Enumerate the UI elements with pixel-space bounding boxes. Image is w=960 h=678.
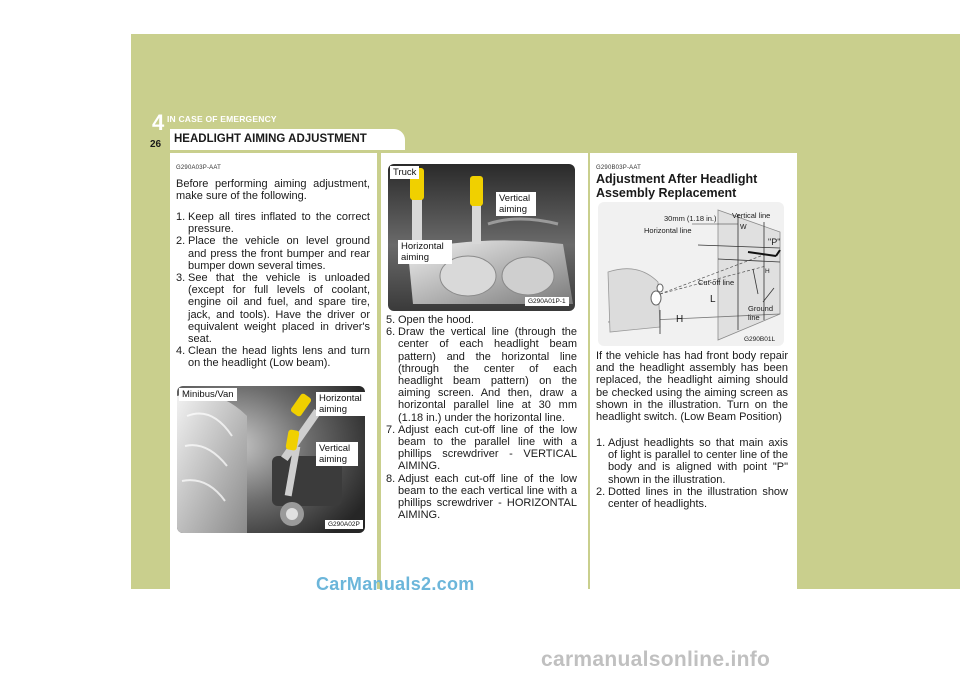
column-1 [170,153,377,589]
label-l: L [710,294,716,305]
prep-list [176,211,370,370]
replacement-list [596,437,788,510]
item-number: 6. [386,326,396,339]
item-number: 1. [176,211,186,223]
section-title: HEADLIGHT AIMING ADJUSTMENT [174,133,367,145]
page-number: 26 [150,139,162,150]
item-number: 2. [176,235,186,248]
item-text: Adjust each cut-off line of the low beam to the each vertical line with a phillips screwdriver - HORIZONTAL AIMING. [398,472,577,522]
photo-code: G290A01P-1 [525,297,569,306]
procedure-list [386,314,577,521]
label-offset: 30mm (1.18 in.) [664,214,717,223]
item-text: Clean the head lights lens and turn on the headlight (Low beam). [188,345,370,370]
list-item [596,437,788,486]
item-number: 2. [596,485,606,498]
list-item [596,486,788,510]
watermark-right: carmanualsonline.info [541,648,771,671]
label-cutoff-line: Cut-off line [698,278,735,287]
list-item [386,473,577,522]
label-h-small: H [765,268,770,275]
label-w: W [740,224,747,231]
aiming-screen-diagram [598,202,784,346]
item-text: Adjust each cut-off line of the low beam to the parallel line with a phillips screwdriver - VERTICAL AIMING. [398,423,577,473]
truck-headlight-image [388,164,575,311]
chapter-title: IN CASE OF EMERGENCY [167,114,277,124]
aiming-diagram [598,202,784,346]
label-truck: Truck [390,166,419,179]
chapter-number: 4 [152,110,165,135]
column-3 [590,153,797,589]
item-text: Adjust headlights so that main axis of light is parallel to center line of the body and is aligned with point "P" shown in the illustration. [608,437,788,486]
photo-code: G290A02P [325,520,363,529]
list-item [176,211,370,235]
replacement-intro: If the vehicle has had front body repair and the headlight assembly has been replaced, the headlight aiming should be checked using the aiming screen as shown in the illustration. Turn on the headlight switch. (Low Beam Position) [596,350,788,424]
watermark-left: CarManuals2.com [316,574,475,594]
list-item [386,314,577,326]
item-text: See that the vehicle is unloaded (except for full levels of coolant, engine oil and fuel, and spare tire, jack, and tools). Have the driver or equivalent weight placed in driver's seat. [188,272,370,346]
label-horizontal-aiming: Horizontal aiming [316,392,365,416]
item-number: 8. [386,472,396,485]
item-number: 5. [386,314,396,326]
section-code: G290B03P-AAT [596,165,641,171]
item-number: 1. [596,437,606,449]
item-text: Place the vehicle on level ground and press the front bumper and rear bumper down several times. [188,235,370,272]
section-code: G290A03P-AAT [176,165,221,171]
list-item [386,424,577,473]
label-ground-line: Ground line [748,304,774,322]
item-number: 7. [386,423,396,436]
list-item [176,345,370,369]
truck-photo [388,164,575,311]
item-number: 4. [176,345,186,358]
intro-text: Before performing aiming adjustment, make sure of the following. [176,178,370,203]
label-vertical-aiming: Vertical aiming [316,442,358,466]
item-text: Dotted lines in the illustration show center of headlights. [608,485,788,511]
label-p: "P" [768,237,781,247]
list-item [386,326,577,424]
item-text: Keep all tires inflated to the correct pressure. [188,211,370,236]
label-minibus-van: Minibus/Van [179,388,237,401]
section-heading: Adjustment After Headlight Assembly Replacement [596,172,758,200]
label-vertical-aiming: Vertical aiming [496,192,536,216]
list-item [176,235,370,272]
label-h-big: H [676,314,684,325]
diagram-code: G290B01L [744,336,776,343]
item-number: 3. [176,272,186,285]
item-text: Open the hood. [398,314,474,326]
label-vertical-line: Vertical line [732,211,771,220]
minibus-photo [177,386,365,533]
label-horizontal-aiming: Horizontal aiming [398,240,452,264]
item-text: Draw the vertical line (through the center of each headlight beam pattern) and the horizontal line (through the center of each headlight beam pattern) on the aiming screen. And then, draw a horizontal parallel line at 30 mm (1.18 in.) under the horizontal line. [398,326,577,424]
label-horizontal-line: Horizontal line [644,226,692,235]
column-2 [381,153,588,589]
list-item [176,272,370,345]
